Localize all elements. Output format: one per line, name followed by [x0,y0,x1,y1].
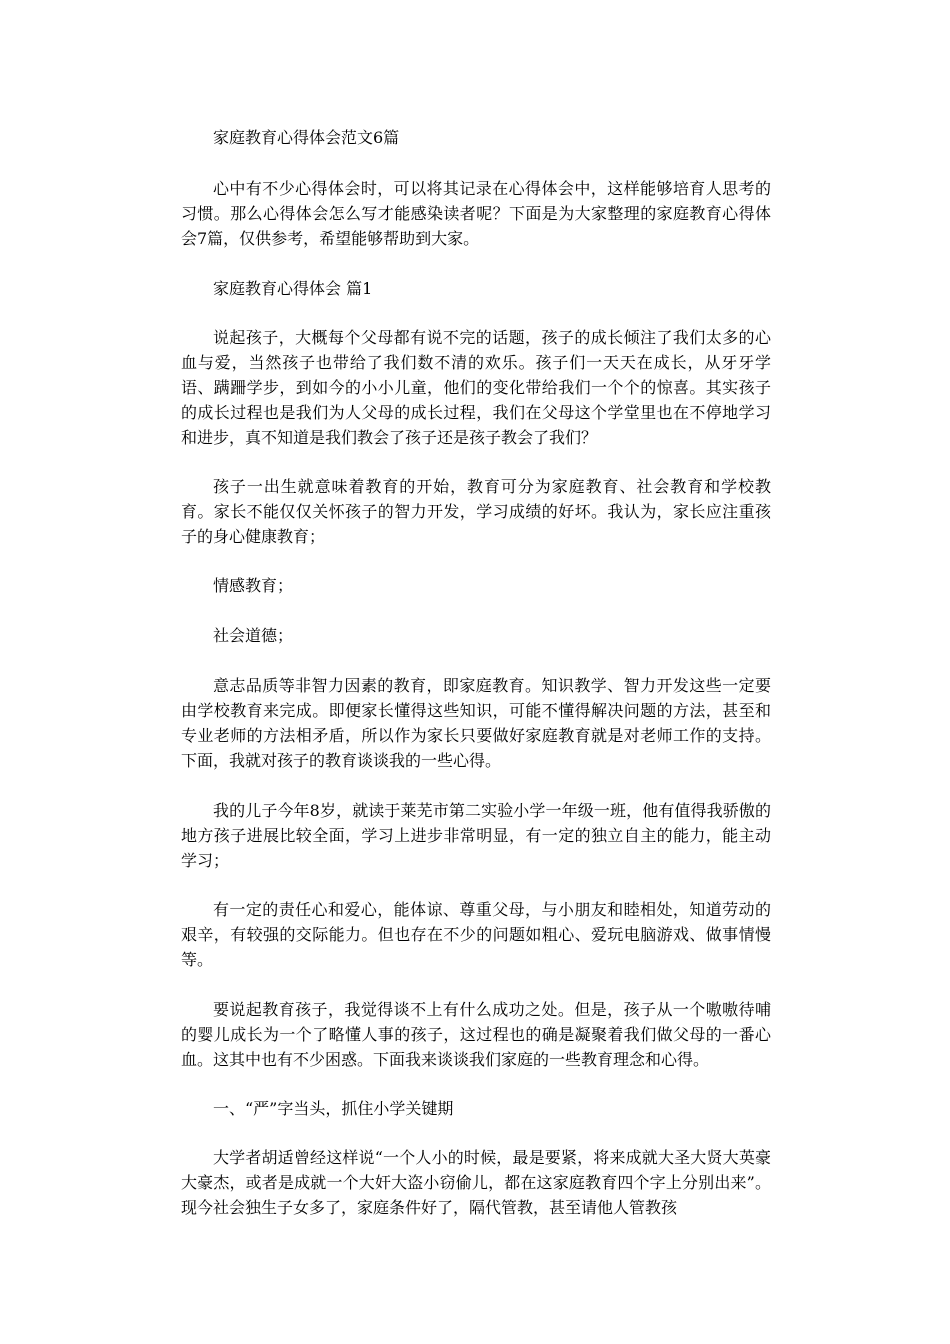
body-paragraph: 情感教育； [213,576,294,595]
body-paragraph: 有一定的责任心和爱心，能体谅、尊重父母，与小朋友和睦相处，知道劳动的艰辛，有较强的交际能力。但也存在不少的问题如粗心、爱玩电脑游戏、做事情慢等。 [181,900,771,969]
intro-paragraph: 心中有不少心得体会时，可以将其记录在心得体会中，这样能够培育人思考的习惯。那么心得体会怎么写才能感染读者呢？下面是为大家整理的家庭教育心得体会7篇，仅供参考，希望能够帮助到大家。 [181,179,771,248]
body-paragraph: 大学者胡适曾经这样说“一个人小的时候，最是要紧，将来成就大圣大贤大英豪大豪杰，或者是成就一个大奸大盗小窃偷儿，都在这家庭教育四个字上分别出来”。现今社会独生子女多了，家庭条件好了，隔代管教，甚至请他人管教孩 [181,1148,771,1217]
body-paragraph: 说起孩子，大概每个父母都有说不完的话题，孩子的成长倾注了我们太多的心血与爱，当然孩子也带给了我们数不清的欢乐。孩子们一天天在成长，从牙牙学语、蹒跚学步，到如今的小小儿童，他们的变化带给我们一个个的惊喜。其实孩子的成长过程也是我们为人父母的成长过程，我们在父母这个学堂里也在不停地学习和进步，真不知道是我们教会了孩子还是孩子教会了我们？ [181,328,771,447]
body-paragraph: 孩子一出生就意味着教育的开始，教育可分为家庭教育、社会教育和学校教育。家长不能仅仅关怀孩子的智力开发，学习成绩的好坏。我认为，家长应注重孩子的身心健康教育； [181,477,771,546]
document-title: 家庭教育心得体会范文6篇 [213,128,400,147]
document-page [181,0,771,1344]
body-paragraph: 我的儿子今年8岁，就读于莱芜市第二实验小学一年级一班，他有值得我骄傲的地方孩子进展比较全面，学习上进步非常明显，有一定的独立自主的能力，能主动学习； [181,801,771,870]
section-heading: 家庭教育心得体会 篇1 [213,279,373,298]
body-paragraph: 要说起教育孩子，我觉得谈不上有什么成功之处。但是，孩子从一个嗷嗷待哺的婴儿成长为一个了略懂人事的孩子，这过程也的确是凝聚着我们做父母的一番心血。这其中也有不少困惑。下面我来谈谈我们家庭的一些教育理念和心得。 [181,1000,771,1069]
body-paragraph: 社会道德； [213,626,294,645]
subsection-heading: 一、“严”字当头，抓住小学关键期 [213,1099,454,1118]
body-paragraph: 意志品质等非智力因素的教育，即家庭教育。知识教学、智力开发这些一定要由学校教育来完成。即便家长懂得这些知识，可能不懂得解决问题的方法，甚至和专业老师的方法相矛盾，所以作为家长只要做好家庭教育就是对老师工作的支持。下面，我就对孩子的教育谈谈我的一些心得。 [181,676,771,770]
